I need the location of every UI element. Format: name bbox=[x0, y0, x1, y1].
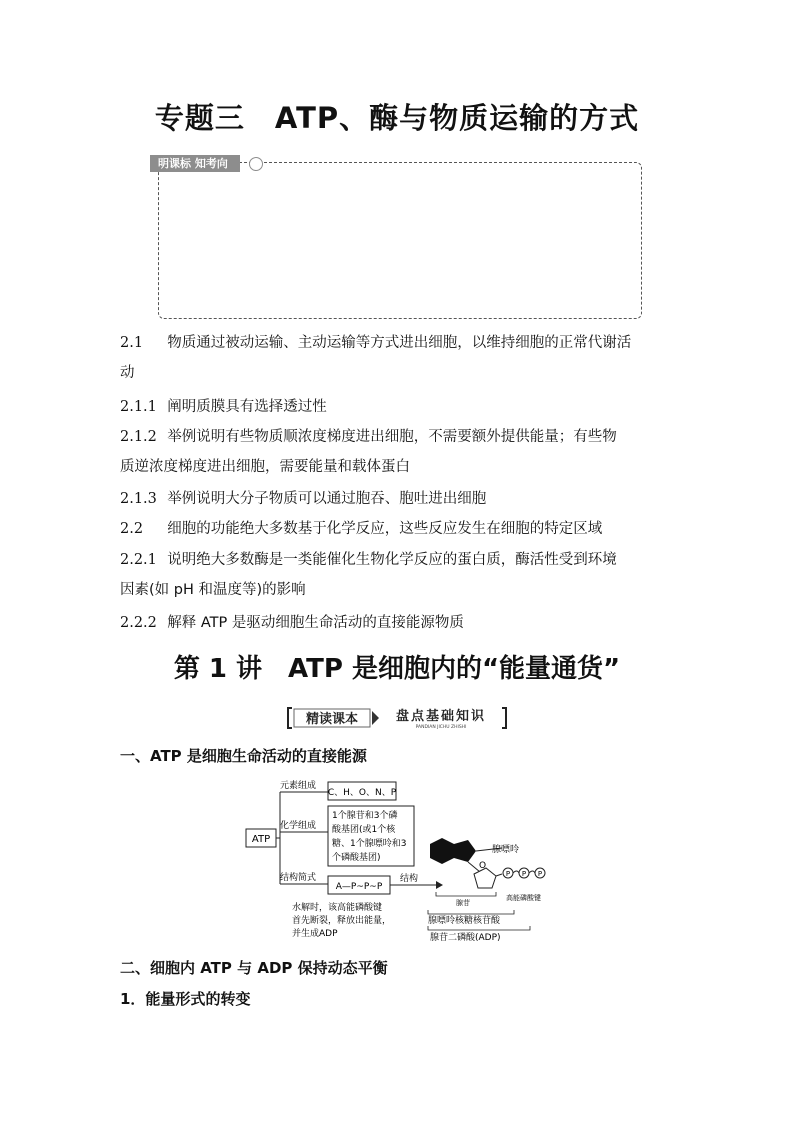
ribose-icon bbox=[474, 868, 496, 888]
branch2-line1: 1个腺苷和3个磷 bbox=[332, 811, 398, 821]
p2-label: P bbox=[521, 870, 527, 878]
branch3-label: 结构简式 bbox=[280, 873, 317, 883]
atp-diagram bbox=[240, 772, 560, 944]
standard-2-2-1: 2.2.1 说明绝大多数酶是一类能催化生物化学反应的蛋白质，酶活性受到环境 因素(如 pH 和温度等)的影响 bbox=[120, 552, 617, 598]
standard-2-1-3: 2.1.3 举例说明大分子物质可以通过胞吞、胞吐进出细胞 bbox=[120, 491, 487, 507]
branch1-label: 元素组成 bbox=[280, 781, 317, 791]
branch2-label: 化学组成 bbox=[280, 821, 317, 831]
adp-label: 腺苷二磷酸(ADP) bbox=[430, 933, 501, 943]
standard-2-2-2: 2.2.2 解释 ATP 是驱动细胞生命活动的直接能源物质 bbox=[120, 615, 464, 631]
banner-right: 盘点基础知识 bbox=[395, 709, 487, 724]
p1-label: P bbox=[505, 870, 511, 878]
tag-dot-icon bbox=[249, 157, 263, 171]
p3-label: P bbox=[537, 870, 543, 878]
section-2-heading: 二、细胞内 ATP 与 ADP 保持动态平衡 bbox=[120, 959, 388, 977]
standard-2-1-2: 2.1.2 举例说明有些物质顺浓度梯度进出细胞，不需要额外提供能量；有些物 质逆浓度梯度进出细胞，需要能量和载体蛋白 bbox=[120, 429, 617, 475]
bond-label: 高能磷酸键 bbox=[506, 894, 541, 902]
adenine-label: 腺嘌呤 bbox=[492, 845, 520, 855]
subsection-1-heading: 1．能量形式的转变 bbox=[120, 990, 251, 1008]
note-line1: 水解时，该高能磷酸键 bbox=[292, 903, 383, 913]
standard-2-1: 2.1 物质通过被动运输、主动运输等方式进出细胞，以维持细胞的正常代谢活 动 bbox=[120, 335, 632, 381]
branch2-line2: 酸基团(或1个核 bbox=[332, 825, 396, 835]
lecture-title: 第 1 讲 ATP 是细胞内的“能量通货” bbox=[173, 654, 621, 684]
branch2-line3: 糖、1个腺嘌呤和3 bbox=[332, 839, 407, 849]
amp-label: 腺嘌呤核糖核苷酸 bbox=[428, 916, 501, 926]
diagram-root: ATP bbox=[251, 834, 271, 845]
banner-left: 精读课本 bbox=[305, 712, 359, 727]
standards-box bbox=[158, 162, 642, 319]
box-tag: 明课标 知考向 bbox=[150, 155, 240, 172]
arrow-label: 结构 bbox=[400, 874, 419, 884]
adenine-ring-icon bbox=[430, 838, 454, 864]
section-banner bbox=[286, 706, 508, 730]
branch1-box: C、H、O、N、P bbox=[327, 788, 397, 798]
note-line2: 首先断裂，释放出能量， bbox=[292, 916, 392, 926]
banner-pinyin: PANDIAN JICHU ZHISHI bbox=[415, 725, 467, 730]
standard-2-2: 2.2 细胞的功能绝大多数基于化学反应，这些反应发生在细胞的特定区域 bbox=[120, 521, 603, 537]
section-1-heading: 一、ATP 是细胞生命活动的直接能源 bbox=[120, 747, 367, 765]
standard-2-1-1: 2.1.1 阐明质膜具有选择透过性 bbox=[120, 399, 327, 415]
branch3-box: A—P~P~P bbox=[335, 882, 383, 892]
adenosine-label: 腺苷 bbox=[456, 899, 470, 907]
note-line3: 并生成ADP bbox=[292, 929, 338, 939]
adenine-ring2-icon bbox=[454, 840, 476, 862]
topic-title: 专题三 ATP、酶与物质运输的方式 bbox=[154, 101, 640, 135]
o-label: O bbox=[479, 861, 487, 871]
branch2-line4: 个磷酸基团) bbox=[332, 853, 381, 863]
